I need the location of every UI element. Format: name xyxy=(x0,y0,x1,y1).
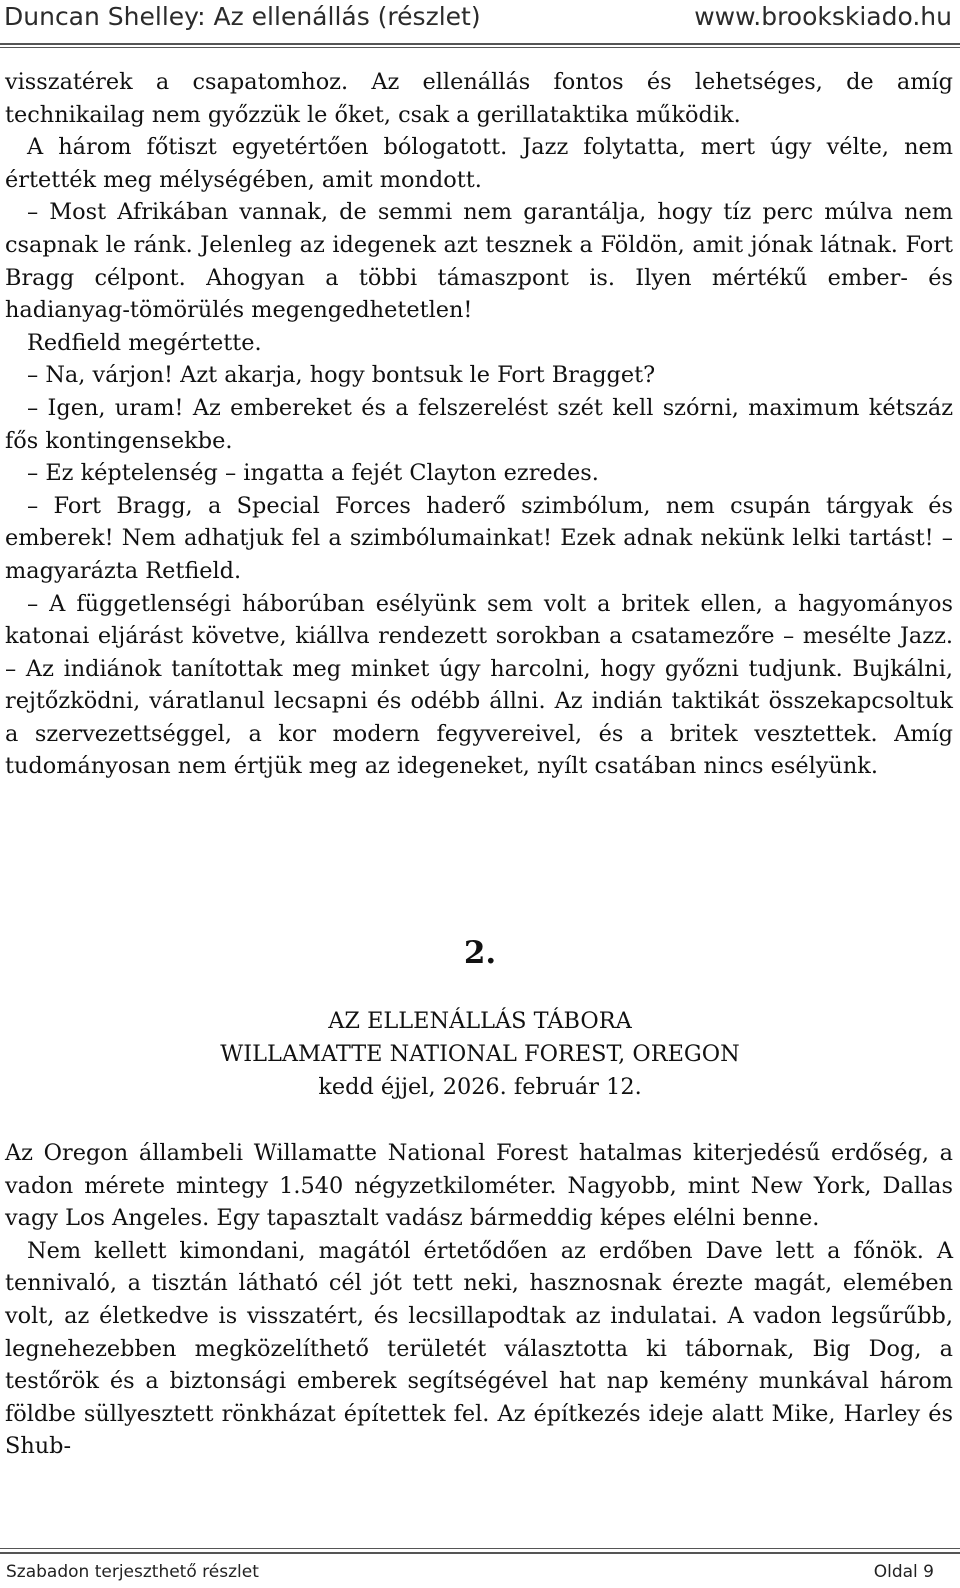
paragraph: – Fort Bragg, a Special Forces haderő szimbólum, nem csupán tárgyak és emberek! Nem adhatjuk fel a szimbólumainkat! Ezek adnak nekünk lelki tartást! – magyarázta Retfield. xyxy=(5,492,953,584)
header-rule xyxy=(0,43,960,45)
paragraph: Nem kellett kimondani, magától értetődően az erdőben Dave lett a főnök. A tennivaló, a tisztán látható cél jót tett neki, hasznosnak érezte magát, elemében volt, az életkedve is visszatért, és lecsillapodtak az indulatai. A vadon legsűrűbb, legnehezebben megközelíthető területét választotta ki tábornak, Big Dog, a testőrök és a biztonsági emberek segítségével hat nap kemény munkával három földbe süllyesztett rönkházat építettek fel. Az építkezés ideje alatt Mike, Harley és Shub- xyxy=(5,1237,953,1460)
body-text-section-1 xyxy=(5,66,953,783)
body-text-section-2 xyxy=(5,1137,953,1463)
paragraph: – Most Afrikában vannak, de semmi nem garantálja, hogy tíz perc múlva nem csapnak le ránk. Jelenleg az idegenek azt tesznek a Földön, amit jónak látnak. Fort Bragg célpont. Ahogyan a többi támaszpont is. Ilyen mértékű ember- és hadianyag-tömörülés megengedhetetlen! xyxy=(5,199,953,324)
paragraph: – Ez képtelenség – ingatta a fejét Clayton ezredes. xyxy=(27,460,599,487)
chapter-heading-date: kedd éjjel, 2026. február 12. xyxy=(318,1074,642,1100)
paragraph: – Na, várjon! Azt akarja, hogy bontsuk le Fort Bragget? xyxy=(27,362,656,389)
chapter-heading xyxy=(0,1005,960,1104)
chapter-heading-location: WILLAMATTE NATIONAL FOREST, OREGON xyxy=(220,1041,740,1067)
paragraph: Redfield megértette. xyxy=(27,329,262,356)
footer-rule-thin xyxy=(0,1548,960,1549)
paragraph: A három főtiszt egyetértően bólogatott. Jazz folytatta, mert úgy vélte, nem értették meg mélységében, amit mondott. xyxy=(5,134,953,193)
header-rule-thin xyxy=(0,47,960,48)
footer-notice: Szabadon terjeszthető részlet xyxy=(6,1562,259,1582)
paragraph: – A függetlenségi háborúban esélyünk sem volt a britek ellen, a hagyományos katonai eljárást követve, kiállva rendezett sorokban a csatamezőre – mesélte Jazz. – Az indiánok tanítottak meg minket úgy harcolni, hogy győzni tudjunk. Bujkálni, rejtőzködni, váratlanul lecsapni és odébb állni. Az indián taktikát összekapcsoltuk a szervezettséggel, a kor modern fegyvereivel, és a britek vesztettek. Amíg tudományosan nem értjük meg az idegeneket, nyílt csatában nincs esélyünk. xyxy=(5,590,953,780)
header-website: www.brookskiado.hu xyxy=(694,2,952,31)
chapter-heading-title: AZ ELLENÁLLÁS TÁBORA xyxy=(328,1008,632,1034)
page-header xyxy=(0,0,960,44)
chapter-number: 2. xyxy=(463,935,497,971)
page-number: Oldal 9 xyxy=(873,1562,934,1582)
paragraph: – Igen, uram! Az embereket és a felszerelést szét kell szórni, maximum kétszáz fős kontingensekbe. xyxy=(5,394,953,454)
paragraph: visszatérek a csapatomhoz. Az ellenállás fontos és lehetséges, de amíg technikailag nem győzzük le őket, csak a gerillataktika működik. xyxy=(5,69,953,128)
page-footer xyxy=(0,1560,960,1588)
footer-rule xyxy=(0,1552,960,1554)
paragraph: Az Oregon állambeli Willamatte National Forest hatalmas kiterjedésű erdőség, a vadon mérete mintegy 1.540 négyzetkilométer. Nagyobb, mint New York, Dallas vagy Los Angeles. Egy tapasztalt vadász bármeddig képes elélni benne. xyxy=(5,1140,953,1232)
header-title: Duncan Shelley: Az ellenállás (részlet) xyxy=(4,2,481,31)
